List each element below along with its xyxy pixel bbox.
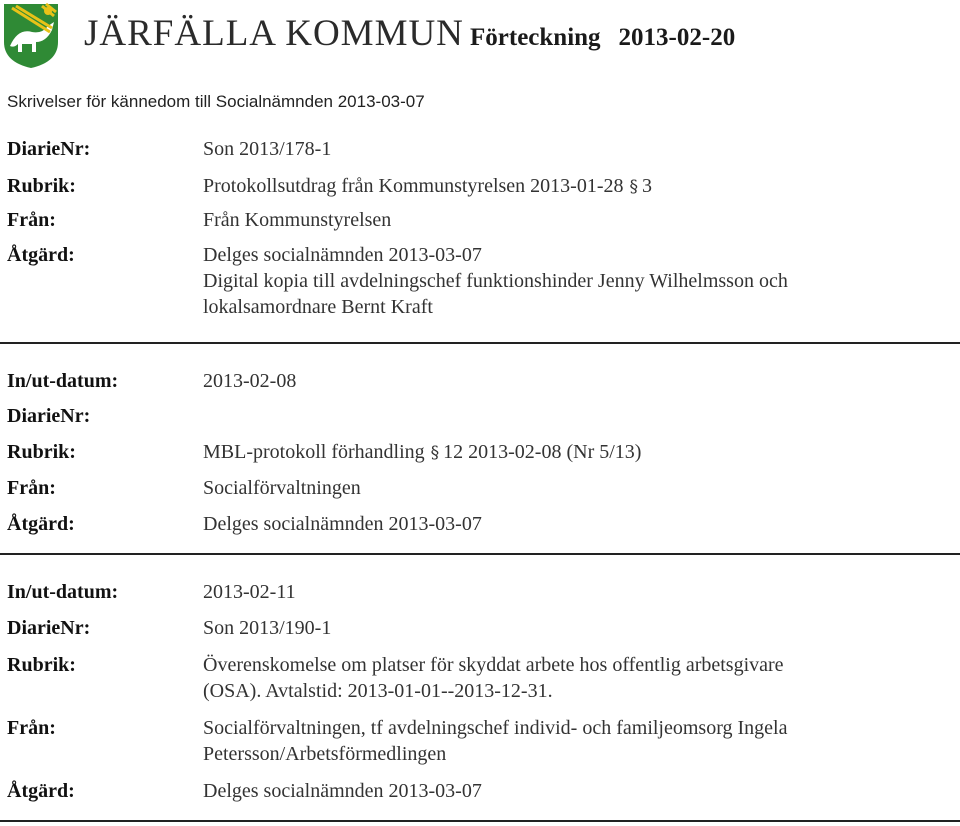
fran-line: Socialförvaltningen, tf avdelningschef individ- och familjeomsorg Ingela xyxy=(203,717,788,739)
rubrik-line: Överenskomelse om platser för skyddat arbete hos offentlig arbetsgivare xyxy=(203,654,784,676)
diarienr-label: DiarieNr: xyxy=(7,617,91,639)
datum-label: In/ut-datum: xyxy=(7,581,119,603)
rubrik-label: Rubrik: xyxy=(7,441,76,463)
list-subtitle: Skrivelser för kännedom till Socialnämnden 2013-03-07 xyxy=(7,92,425,111)
document-title xyxy=(470,22,735,54)
divider xyxy=(0,820,960,822)
rubrik-value xyxy=(203,652,948,704)
atgard-line: lokalsamordnare Bernt Kraft xyxy=(203,296,433,318)
divider xyxy=(0,342,960,344)
fran-value xyxy=(203,715,948,767)
datum-label: In/ut-datum: xyxy=(7,370,119,392)
rubrik-paragraph: 12 2013-02-08 (Nr 5/13) xyxy=(443,441,642,463)
rubrik-label: Rubrik: xyxy=(7,175,76,197)
fran-value: Socialförvaltningen xyxy=(203,477,361,499)
diarienr-label: DiarieNr: xyxy=(7,405,91,427)
divider xyxy=(0,553,960,555)
section-symbol: § xyxy=(430,443,440,463)
fran-line: Petersson/Arbetsförmedlingen xyxy=(203,743,447,765)
jarfalla-coat-of-arms-icon xyxy=(2,2,60,70)
rubrik-paragraph: 3 xyxy=(642,175,652,197)
diarienr-value: Son 2013/190-1 xyxy=(203,617,332,639)
diarienr-value: Son 2013/178-1 xyxy=(203,138,332,160)
atgard-label: Åtgärd: xyxy=(7,780,75,802)
section-symbol: § xyxy=(629,177,638,197)
fran-label: Från: xyxy=(7,209,56,231)
atgard-label: Åtgärd: xyxy=(7,513,75,535)
atgard-label: Åtgärd: xyxy=(7,244,75,266)
rubrik-label: Rubrik: xyxy=(7,654,76,676)
fran-label: Från: xyxy=(7,477,56,499)
atgard-line: Digital kopia till avdelningschef funktionshinder Jenny Wilhelmsson och xyxy=(203,270,788,292)
atgard-value xyxy=(203,242,948,320)
datum-value: 2013-02-11 xyxy=(203,581,296,603)
rubrik-text: MBL-protokoll förhandling xyxy=(203,441,425,463)
fran-value: Från Kommunstyrelsen xyxy=(203,209,392,231)
municipality-name: JÄRFÄLLA KOMMUN xyxy=(84,13,464,54)
document-date: 2013-02-20 xyxy=(618,24,736,51)
rubrik-value xyxy=(203,439,948,466)
atgard-value: Delges socialnämnden 2013-03-07 xyxy=(203,780,482,802)
diarienr-label: DiarieNr: xyxy=(7,138,91,160)
datum-value: 2013-02-08 xyxy=(203,370,297,392)
rubrik-text: Protokollsutdrag från Kommunstyrelsen 2013-01-28 xyxy=(203,175,624,197)
rubrik-value xyxy=(203,173,948,200)
rubrik-line: (OSA). Avtalstid: 2013-01-01--2013-12-31. xyxy=(203,680,553,702)
document-title-label: Förteckning xyxy=(470,24,601,51)
atgard-value: Delges socialnämnden 2013-03-07 xyxy=(203,513,482,535)
atgard-line: Delges socialnämnden 2013-03-07 xyxy=(203,244,482,266)
fran-label: Från: xyxy=(7,717,56,739)
